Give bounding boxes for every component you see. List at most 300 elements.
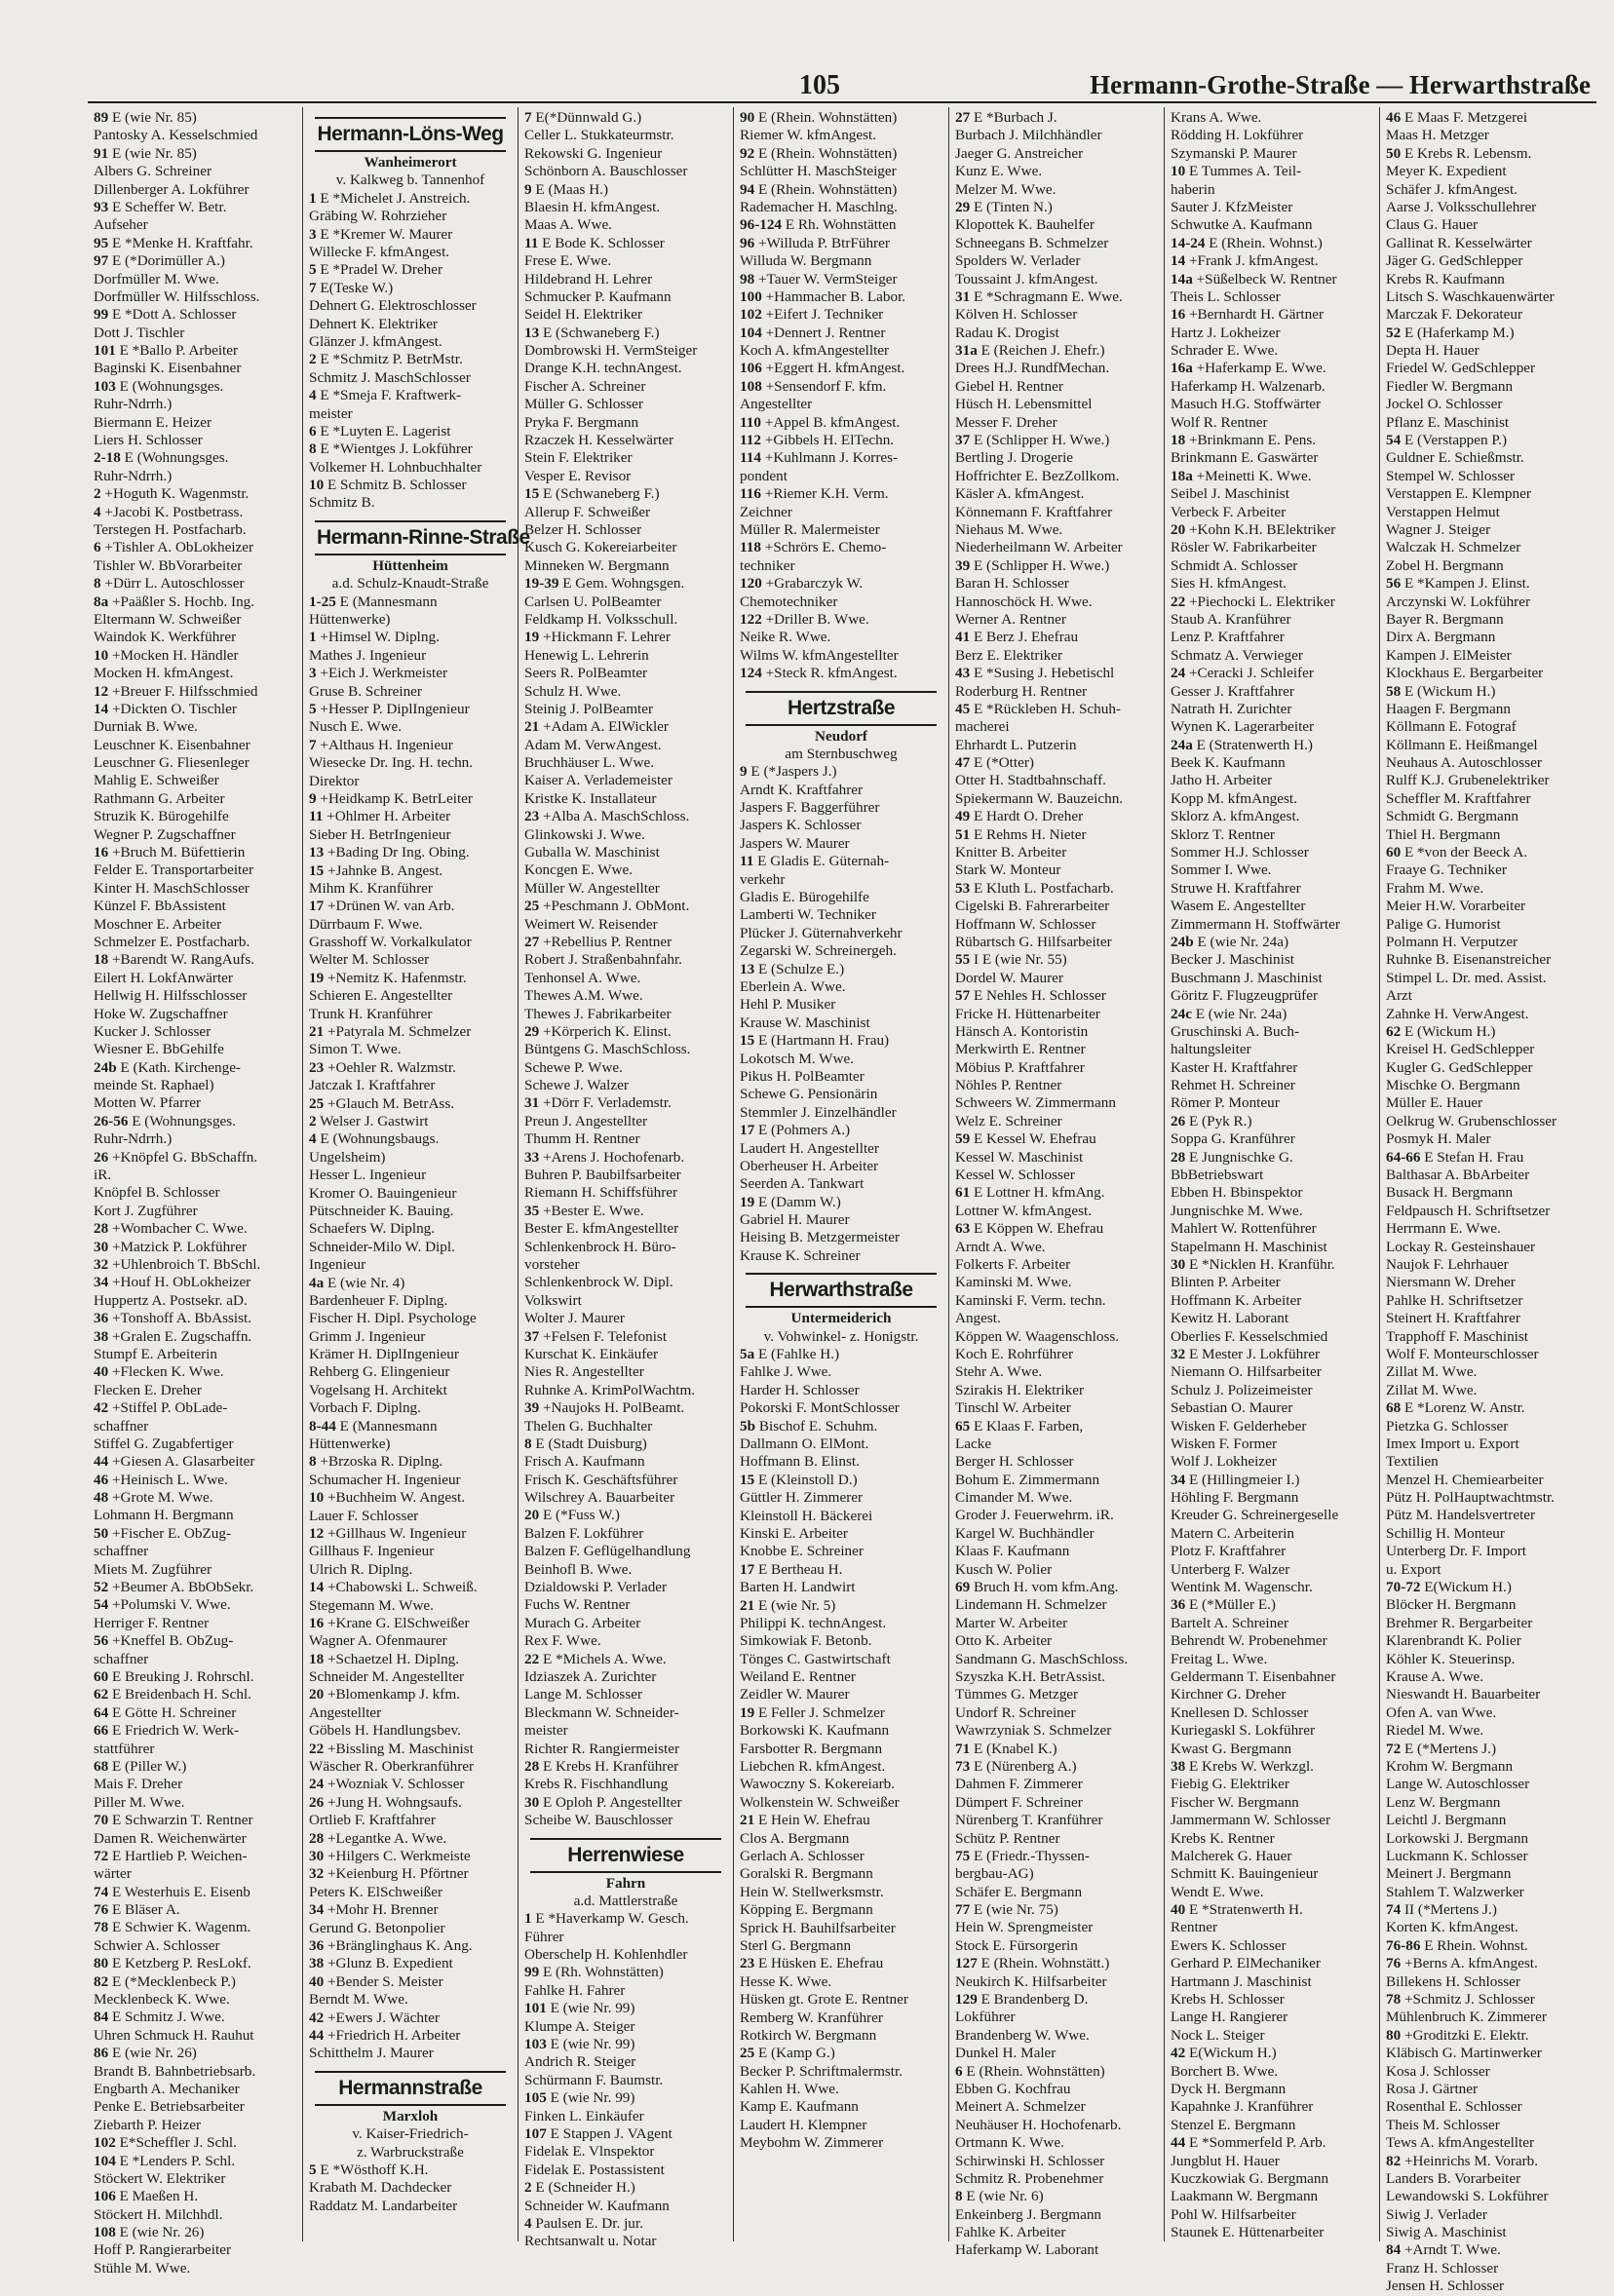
entry-text: Gräbing W. Rohrzieher [309, 208, 447, 225]
directory-entry [94, 325, 296, 342]
directory-entry [1386, 1184, 1590, 1202]
entry-text: E *Lorenz W. Anstr. [1403, 1399, 1525, 1417]
directory-entry [740, 1758, 942, 1776]
entry-text: Kreuder G. Schreinergeselle [1171, 1507, 1339, 1524]
directory-entry [1171, 2098, 1373, 2116]
entry-text: Wolkenstein W. Schweißer [740, 1793, 900, 1811]
entry-text: E (wie Nr. 6) [966, 2188, 1044, 2205]
house-number: 120 [740, 575, 762, 593]
directory-column [1380, 107, 1595, 2295]
entry-text: Maas A. Wwe. [524, 216, 612, 234]
directory-entry [955, 2153, 1158, 2170]
house-number: 5a [740, 1346, 755, 1363]
directory-entry [955, 1776, 1158, 1793]
directory-entry [309, 1920, 512, 1937]
directory-entry [1171, 2081, 1373, 2098]
directory-entry [94, 1884, 296, 1901]
entry-text: +Sensendorf F. kfm. [765, 377, 887, 395]
house-number: 46 [1386, 109, 1402, 126]
entry-text: Leichtl J. Bergmann [1386, 1812, 1507, 1829]
directory-entry [524, 1794, 727, 1812]
directory-entry [740, 763, 942, 781]
directory-entry [524, 1472, 727, 1489]
entry-text: Schewe G. Pensionärin [740, 1086, 878, 1103]
house-number: 28 [1171, 1148, 1186, 1166]
entry-text: E (Kleinstoll D.) [757, 1471, 858, 1488]
directory-entry [524, 1006, 727, 1023]
directory-entry [740, 557, 942, 575]
directory-entry [94, 342, 296, 360]
directory-entry [740, 889, 942, 906]
directory-entry [524, 271, 727, 288]
directory-entry [1171, 1041, 1373, 1058]
entry-text: E *Luyten E. Lagerist [320, 422, 451, 440]
directory-entry [955, 1901, 1158, 1919]
house-number: 127 [955, 1955, 978, 1972]
directory-entry [524, 1453, 727, 1471]
directory-entry [1386, 737, 1590, 754]
entry-text: Pahlke H. Schriftsetzer [1386, 1291, 1523, 1309]
directory-entry [94, 539, 296, 556]
directory-entry [524, 181, 727, 199]
directory-entry [1386, 629, 1590, 646]
directory-entry [94, 916, 296, 934]
entry-text: Arczynski W. Lokführer [1386, 593, 1531, 610]
entry-text: Stein F. Elektriker [524, 449, 633, 467]
entry-text: Kampen J. ElMeister [1386, 646, 1512, 664]
entry-text: Schlenkenbrock W. Dipl. [524, 1274, 673, 1291]
directory-entry [524, 647, 727, 665]
entry-text: E *Wientges J. Lokführer [320, 440, 473, 458]
entry-text: +Grabarczyk W. [765, 575, 864, 593]
directory-entry [94, 216, 296, 234]
entry-text: Schneider M. Angestellter [309, 1668, 465, 1686]
entry-text: Schieren E. Angestellter [309, 987, 453, 1005]
entry-text: Palige G. Humorist [1386, 915, 1501, 933]
directory-entry [524, 1023, 727, 1041]
entry-text: Kreisel H. GedSchlepper [1386, 1041, 1535, 1058]
directory-entry [1171, 557, 1373, 575]
directory-entry [309, 1239, 512, 1256]
entry-text: +Paäßler S. Hochb. Ing. [111, 593, 255, 610]
entry-text: Krans A. Wwe. [1171, 109, 1262, 126]
entry-text: Thumm H. Rentner [524, 1130, 640, 1148]
entry-text: Schitthelm J. Maurer [309, 2045, 434, 2062]
directory-entry [740, 432, 942, 449]
entry-text: Simkowiak F. Betonb. [740, 1632, 872, 1650]
directory-entry [955, 1722, 1158, 1740]
directory-entry [955, 1596, 1158, 1614]
directory-entry [955, 306, 1158, 324]
entry-text: Motten W. Pfarrer [94, 1094, 202, 1112]
directory-entry [94, 1668, 296, 1686]
entry-text: Maas H. Metzger [1386, 127, 1489, 144]
directory-entry [524, 987, 727, 1005]
house-number: 54 [94, 1596, 109, 1614]
directory-entry [955, 593, 1158, 611]
entry-text: Flecken E. Dreher [94, 1381, 202, 1398]
directory-entry [1171, 1848, 1373, 1865]
house-number: 64-66 [1386, 1148, 1421, 1166]
directory-entry [1171, 342, 1373, 360]
entry-text: Knellesen D. Schlosser [1171, 1703, 1309, 1721]
directory-entry [1386, 1006, 1590, 1023]
directory-entry [1386, 288, 1590, 306]
directory-entry [94, 1919, 296, 1936]
entry-text: Stumpf E. Arbeiterin [94, 1345, 217, 1362]
house-number: 42 [309, 2009, 325, 2026]
house-number: 59 [955, 1130, 971, 1148]
directory-entry [524, 1507, 727, 1524]
directory-entry [94, 861, 296, 879]
entry-text: Kaiser A. Verlademeister [524, 772, 672, 789]
directory-entry [1171, 1561, 1373, 1579]
directory-entry [955, 1274, 1158, 1291]
entry-text: Zeidler W. Maurer [740, 1686, 850, 1703]
entry-text: +Alba A. MaschSchloss. [542, 808, 690, 825]
directory-entry [1386, 1041, 1590, 1058]
directory-entry [309, 1472, 512, 1489]
entry-text: pondent [740, 467, 788, 484]
entry-text: Leuschner K. Eisenbahner [94, 736, 250, 753]
house-number: 38 [1171, 1757, 1186, 1775]
directory-entry [1171, 1776, 1373, 1793]
directory-entry [1171, 1615, 1373, 1632]
entry-text: +Dennert J. Rentner [765, 324, 886, 341]
entry-text: Szymanski P. Maurer [1171, 144, 1297, 162]
directory-entry [524, 2018, 727, 2036]
entry-text: E (Schlipper H. Wwe.) [973, 556, 1110, 574]
entry-text: Zillat M. Wwe. [1386, 1381, 1478, 1398]
directory-entry [309, 683, 512, 701]
directory-entry [524, 826, 727, 844]
directory-entry [1386, 449, 1590, 467]
entry-text: +Beumer A. BbObSekr. [111, 1579, 254, 1596]
directory-entry [955, 1167, 1158, 1184]
entry-text: Meinert A. Schmelzer [955, 2098, 1086, 2116]
directory-entry [955, 916, 1158, 934]
directory-entry [524, 1964, 727, 1981]
house-number: 2 [524, 2179, 532, 2197]
directory-entry [955, 1453, 1158, 1471]
entry-text: Kewitz H. Laborant [1171, 1310, 1289, 1327]
directory-entry [309, 665, 512, 682]
entry-text: Meinert J. Bergmann [1386, 1865, 1512, 1883]
entry-text: E(Teske W.) [320, 279, 394, 296]
directory-entry [740, 1211, 942, 1229]
house-number: 21 [740, 1596, 755, 1614]
directory-entry [309, 1023, 512, 1041]
entry-text: Feldpausch H. Schriftsetzer [1386, 1202, 1551, 1219]
entry-text: E *Nicklen H. Kranführ. [1188, 1256, 1335, 1273]
directory-entry [309, 333, 512, 351]
house-number: 60 [1386, 844, 1402, 861]
directory-entry [1171, 737, 1373, 754]
entry-text: Koch E. Rohrführer [955, 1345, 1074, 1362]
directory-entry [1171, 1472, 1373, 1489]
directory-entry [309, 1435, 512, 1453]
directory-entry [955, 1651, 1158, 1668]
house-number: 105 [524, 2089, 547, 2107]
entry-text: Pütz M. Handelsvertreter [1386, 1507, 1536, 1524]
directory-entry [955, 252, 1158, 270]
directory-entry [524, 396, 727, 413]
house-number: 15 [740, 1032, 755, 1050]
directory-entry [1171, 1363, 1373, 1381]
entry-text: +Hesser P. DiplIngenieur [320, 701, 470, 717]
directory-entry [524, 934, 727, 951]
directory-entry [524, 1184, 727, 1202]
directory-entry [1171, 468, 1373, 485]
directory-entry [740, 1901, 942, 1919]
entry-text: Clos A. Bergmann [740, 1829, 850, 1847]
directory-entry [740, 1229, 942, 1246]
entry-text: Billekens H. Schlosser [1386, 1972, 1520, 1990]
directory-entry [1386, 898, 1590, 915]
entry-text: Biermann E. Heizer [94, 413, 212, 431]
entry-text: +Brinkmann E. Pens. [1188, 432, 1317, 449]
entry-text: Wilschrey A. Bauarbeiter [524, 1489, 675, 1507]
directory-entry [524, 611, 727, 629]
directory-entry [1171, 1149, 1373, 1167]
directory-entry [309, 1758, 512, 1776]
directory-entry [955, 1220, 1158, 1238]
entry-text: Jaspers W. Maurer [740, 834, 850, 852]
entry-text: Wagner J. Steiger [1386, 520, 1491, 538]
directory-entry [740, 288, 942, 306]
entry-text: Knitter B. Arbeiter [955, 844, 1067, 861]
house-number: 25 [309, 1094, 325, 1112]
entry-text: E Tummes A. Teil- [1188, 163, 1302, 180]
directory-entry [524, 521, 727, 539]
directory-entry [740, 1194, 942, 1211]
directory-entry [524, 1615, 727, 1632]
entry-text: E *von der Beeck A. [1403, 844, 1528, 861]
directory-entry [740, 216, 942, 234]
directory-entry [309, 2027, 512, 2045]
house-number: 90 [740, 109, 755, 126]
directory-entry [955, 683, 1158, 701]
directory-entry [955, 1561, 1158, 1579]
entry-text: E (Tinten N.) [973, 198, 1053, 215]
directory-entry [94, 1041, 296, 1058]
directory-entry [955, 861, 1158, 879]
entry-text: meister [309, 404, 353, 422]
directory-entry [1386, 861, 1590, 879]
entry-text: Schmitz B. [309, 494, 375, 512]
directory-entry [94, 1507, 296, 1524]
directory-entry [740, 396, 942, 413]
entry-text: Meyer K. Expedient [1386, 163, 1507, 180]
directory-entry [524, 1256, 727, 1274]
house-number: 18a [1171, 467, 1193, 484]
directory-entry [1386, 683, 1590, 701]
entry-text: Wilms W. kfmAngestellter [740, 646, 899, 664]
entry-text: Kunz E. Wwe. [955, 163, 1043, 180]
directory-entry [94, 987, 296, 1005]
directory-entry [94, 163, 296, 180]
directory-entry [309, 1776, 512, 1793]
directory-entry [1386, 772, 1590, 789]
entry-text: +Mohr H. Brenner [327, 1901, 439, 1919]
directory-entry [524, 2000, 727, 2017]
house-number: 24 [309, 1776, 325, 1793]
entry-text: Fricke H. Hüttenarbeiter [955, 1005, 1100, 1022]
directory-entry [740, 961, 942, 978]
directory-entry [309, 1830, 512, 1848]
directory-entry [309, 1704, 512, 1722]
directory-entry [1171, 216, 1373, 234]
entry-text: E (Friedr.-Thyssen- [973, 1847, 1090, 1864]
directory-entry [740, 1346, 942, 1363]
entry-text: Lange H. Rangierer [1171, 2009, 1288, 2026]
directory-entry [1171, 1686, 1373, 1703]
entry-text: Durniak B. Wwe. [94, 718, 198, 736]
directory-entry [524, 2108, 727, 2125]
directory-entry [524, 1812, 727, 1829]
directory-entry [94, 1489, 296, 1507]
directory-entry [1386, 2260, 1590, 2277]
directory-entry [309, 737, 512, 754]
entry-text: Polmann H. Verputzer [1386, 933, 1518, 950]
entry-text: Pohl W. Hilfsarbeiter [1171, 2205, 1296, 2223]
entry-text: Mocken H. kfmAngest. [94, 665, 234, 682]
directory-entry [94, 468, 296, 485]
directory-entry [1171, 683, 1373, 701]
entry-text: Wolf J. Lokheizer [1171, 1453, 1277, 1471]
directory-entry [955, 1686, 1158, 1703]
directory-entry [740, 539, 942, 556]
directory-entry [955, 199, 1158, 216]
entry-text: +Steck R. kfmAngest. [765, 665, 898, 682]
entry-text: Natrath H. Zurichter [1171, 700, 1292, 717]
entry-text: Stark W. Monteur [955, 861, 1061, 879]
directory-entry [740, 2098, 942, 2116]
entry-text: +Bränglinghaus K. Ang. [327, 1936, 473, 1954]
house-number: 107 [524, 2125, 547, 2142]
directory-entry [524, 1543, 727, 1560]
directory-entry [955, 2081, 1158, 2098]
directory-entry [94, 1256, 296, 1274]
house-number: 53 [955, 879, 971, 897]
entry-text: Imex Import u. Export [1386, 1435, 1519, 1452]
directory-entry [740, 1668, 942, 1686]
directory-entry [740, 1122, 942, 1139]
entry-text: +Willuda P. BtrFührer [757, 234, 890, 251]
directory-entry [1386, 1256, 1590, 1274]
directory-entry [94, 880, 296, 898]
directory-entry [740, 942, 942, 960]
directory-entry [309, 261, 512, 279]
directory-entry [309, 951, 512, 969]
directory-entry [524, 288, 727, 306]
directory-entry [524, 378, 727, 396]
entry-text: Borkowski K. Kaufmann [740, 1722, 890, 1740]
house-number: 82 [94, 1972, 109, 1990]
entry-text: E (Maas H.) [535, 180, 609, 198]
directory-entry [955, 970, 1158, 987]
directory-entry [309, 1059, 512, 1077]
directory-entry [740, 853, 942, 870]
directory-entry [955, 449, 1158, 467]
directory-entry [1386, 414, 1590, 432]
house-number: 24b [94, 1058, 117, 1076]
directory-entry [1171, 898, 1373, 915]
entry-text: E (Rhein. Wohnstätten) [966, 2062, 1105, 2080]
entry-text: Hoffrichter E. BezZollkom. [955, 467, 1120, 484]
house-number: 22 [1171, 593, 1186, 610]
directory-entry [309, 1973, 512, 1991]
house-number: 23 [524, 808, 540, 825]
directory-entry [524, 1239, 727, 1256]
entry-text: E Brandenberg D. [980, 1991, 1089, 2009]
directory-entry [309, 208, 512, 225]
entry-text: Undorf R. Schreiner [955, 1703, 1076, 1721]
house-number: 61 [955, 1184, 971, 1202]
directory-entry [740, 629, 942, 646]
entry-text: Bardenheuer F. Diplng. [309, 1291, 448, 1309]
directory-entry [94, 2009, 296, 2026]
entry-text: Schirwinski H. Schlosser [955, 2152, 1105, 2169]
entry-text: +Buchheim W. Angest. [327, 1489, 466, 1507]
entry-text: Malcherek G. Hauer [1171, 1847, 1292, 1864]
entry-text: +Krane G. ElSchweißer [327, 1614, 470, 1631]
entry-text: Fiedler W. Bergmann [1386, 377, 1514, 395]
entry-text: Kuczkowiak G. Bergmann [1171, 2169, 1329, 2187]
directory-entry [955, 790, 1158, 808]
directory-entry [309, 1292, 512, 1310]
directory-entry [955, 325, 1158, 342]
directory-entry [1386, 2009, 1590, 2026]
entry-text: +Heinrichs M. Vorarb. [1403, 2152, 1539, 2169]
entry-text: Direktor [309, 772, 360, 789]
directory-entry [1171, 2224, 1373, 2241]
entry-text: Kessel W. Schlosser [955, 1167, 1075, 1184]
entry-text: Dehnert G. Elektroschlosser [309, 297, 477, 315]
entry-text: +Gibbels H. ElTechn. [764, 432, 895, 449]
entry-text: Balzen F. Geflügelhandlung [524, 1543, 691, 1560]
entry-text: Jammermann W. Schlosser [1171, 1812, 1331, 1829]
directory-entry [1386, 1472, 1590, 1489]
entry-text: Pokorski F. MontSchlosser [740, 1399, 900, 1417]
entry-text: +Bissling M. Maschinist [327, 1740, 474, 1757]
house-number: 8a [94, 593, 109, 610]
directory-entry [309, 226, 512, 244]
entry-text: E (*Otter) [973, 754, 1034, 772]
entry-text: E Westerhuis E. Eisenb [111, 1883, 250, 1900]
house-number: 9 [309, 789, 317, 807]
directory-entry [1171, 934, 1373, 951]
house-number: 48 [94, 1489, 109, 1507]
entry-text: +Naujoks H. PolBeamt. [542, 1399, 685, 1417]
entry-text: Burbach J. Milchhändler [955, 127, 1102, 144]
house-number: 77 [955, 1901, 971, 1919]
entry-text: +Legantke A. Wwe. [327, 1829, 447, 1847]
street-heading: Hermann-Löns-Weg [315, 117, 506, 152]
entry-text: Welz E. Schreiner [955, 1112, 1062, 1129]
directory-entry [1171, 1435, 1373, 1453]
directory-entry [740, 1722, 942, 1740]
house-number: 1 [309, 189, 317, 207]
directory-entry [94, 485, 296, 503]
house-number: 8-44 [309, 1417, 336, 1435]
district-name: Untermeiderich [790, 1310, 892, 1327]
entry-text: Wolf F. Monteurschlosser [1386, 1345, 1539, 1362]
house-number: 40 [94, 1363, 109, 1381]
entry-text: E (Schulze E.) [757, 960, 845, 977]
entry-text: Weimert W. Reisender [524, 915, 658, 933]
directory-entry [94, 1955, 296, 1972]
